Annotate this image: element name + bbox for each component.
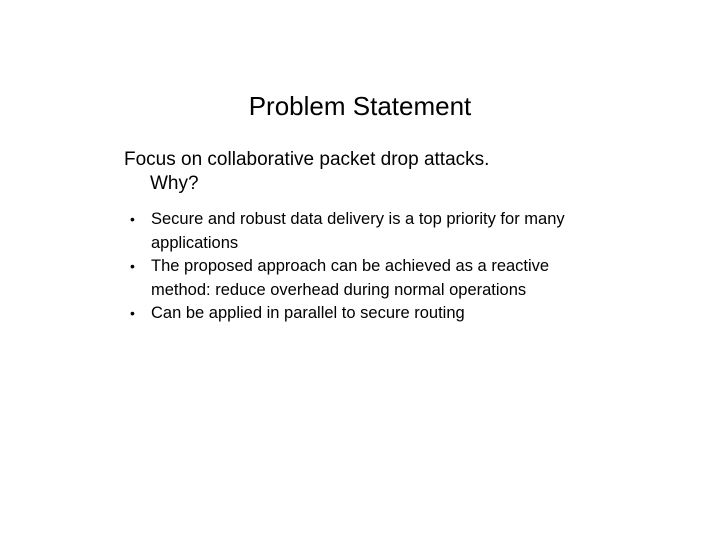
bullet-icon: • [130, 258, 135, 274]
bullet-text: The proposed approach can be achieved as a reactive method: reduce overhead during normal operations [151, 257, 550, 299]
intro-text [124, 148, 644, 196]
bullet-list [130, 208, 610, 326]
bullet-item [130, 302, 610, 326]
bullet-icon: • [130, 305, 135, 321]
intro-line-1: Focus on collaborative packet drop attacks. [124, 149, 490, 170]
bullet-text: Secure and robust data delivery is a top priority for many applications [151, 210, 565, 252]
bullet-text: Can be applied in parallel to secure routing [151, 304, 465, 322]
bullet-icon: • [130, 211, 135, 227]
bullet-item [130, 208, 610, 255]
intro-line-2: Why? [150, 173, 199, 194]
bullet-item [130, 255, 610, 302]
slide-title: Problem Statement [248, 91, 472, 121]
